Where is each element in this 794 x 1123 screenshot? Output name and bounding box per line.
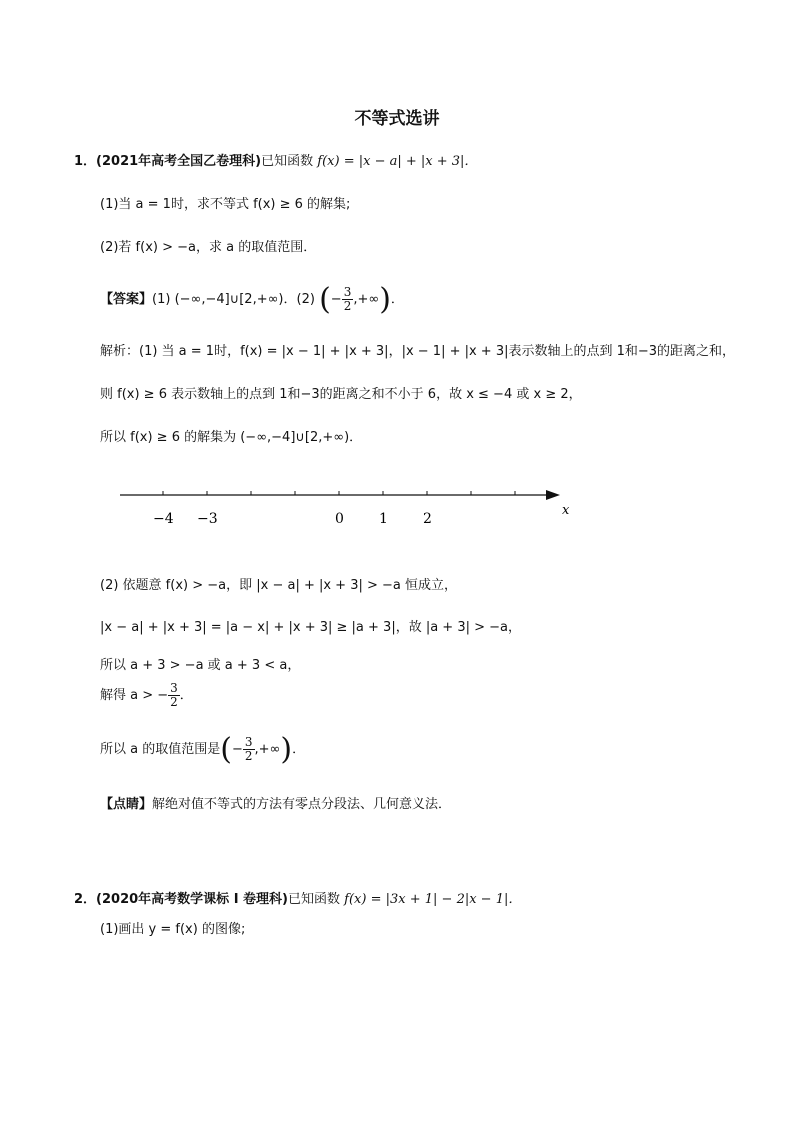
question-2-header bbox=[74, 888, 521, 907]
text: 解得 a > − bbox=[100, 688, 169, 703]
open-paren: ( bbox=[220, 732, 232, 767]
minus-sign: − bbox=[330, 292, 342, 307]
close-paren: ) bbox=[280, 732, 293, 767]
text: 所以 a 的取值范围是 bbox=[100, 742, 221, 757]
solution-2-line-2: |x − a| + |x + 3| = |a − x| + |x + 3| ≥ |a + 3|，故 |a + 3| > −a， bbox=[100, 620, 522, 635]
comment-text: 解绝对值不等式的方法有零点分段法、几何意义法． bbox=[152, 797, 452, 812]
comment-line bbox=[100, 793, 451, 812]
tick-label: 2 bbox=[423, 511, 432, 527]
question-1-part-1: (1)当 a = 1时，求不等式 f(x) ≥ 6 的解集; bbox=[100, 197, 351, 212]
solution-2-line-5 bbox=[100, 732, 305, 767]
tick-label: 0 bbox=[335, 511, 344, 527]
function-definition: f(x) = |3x + 1| − 2|x − 1|． bbox=[344, 892, 522, 907]
text: ． bbox=[179, 688, 193, 703]
page-title: 不等式选讲 bbox=[354, 109, 440, 129]
answer-line bbox=[100, 282, 404, 317]
minus-sign: − bbox=[231, 742, 243, 757]
question-number: 2． bbox=[74, 892, 97, 907]
tick-label: 1 bbox=[379, 511, 388, 527]
question-2-part-1: (1)画出 y = f(x) 的图像; bbox=[100, 922, 246, 937]
solution-2-line-1: (2) 依题意 f(x) > −a，即 |x − a| + |x + 3| > −a 恒成立， bbox=[100, 578, 458, 593]
tick-label: −3 bbox=[197, 511, 218, 527]
question-1-header bbox=[74, 150, 477, 169]
fraction bbox=[168, 682, 180, 709]
fraction-denominator: 2 bbox=[343, 299, 352, 313]
fraction-numerator: 3 bbox=[343, 285, 352, 299]
question-source: (2021年高考全国乙卷理科) bbox=[96, 154, 262, 169]
axis-variable: x bbox=[562, 503, 570, 518]
close-paren: ) bbox=[379, 282, 391, 317]
question-number: 1． bbox=[74, 154, 97, 169]
text: ． bbox=[292, 742, 306, 757]
fraction-numerator: 3 bbox=[244, 735, 253, 749]
solution-line-2: 则 f(x) ≥ 6 表示数轴上的点到 1和−3的距离之和不小于 6，故 x ≤ −4 或 x ≥ 2， bbox=[100, 387, 582, 402]
question-1-part-2: (2)若 f(x) > −a，求 a 的取值范围． bbox=[100, 240, 317, 255]
solution-line-1: 解析：(1) 当 a = 1时，f(x) = |x − 1| + |x + 3|，|x − 1| + |x + 3|表示数轴上的点到 1和−3的距离之和， bbox=[100, 344, 736, 359]
fraction bbox=[243, 736, 255, 763]
solution-2-line-4 bbox=[100, 682, 193, 709]
number-line bbox=[110, 480, 590, 530]
fraction-denominator: 2 bbox=[170, 695, 178, 709]
interval-tail: ,+∞ bbox=[353, 292, 380, 307]
answer-label: 【答案】 bbox=[100, 292, 153, 307]
function-definition: f(x) = |x − a| + |x + 3|． bbox=[317, 154, 478, 169]
fraction bbox=[342, 286, 354, 313]
solution-line-3: 所以 f(x) ≥ 6 的解集为 (−∞,−4]∪[2,+∞)． bbox=[100, 430, 363, 445]
tick-label: −4 bbox=[153, 511, 174, 527]
comment-label: 【点睛】 bbox=[100, 797, 153, 812]
answer-end: ． bbox=[390, 292, 404, 307]
axis-arrow-icon bbox=[546, 490, 560, 500]
interval-tail: ,+∞ bbox=[254, 742, 281, 757]
solution-2-line-3: 所以 a + 3 > −a 或 a + 3 < a， bbox=[100, 658, 301, 673]
question-source: (2020年高考数学课标 Ⅰ 卷理科) bbox=[96, 892, 289, 907]
fraction-denominator: 2 bbox=[244, 749, 253, 763]
open-paren: ( bbox=[319, 282, 331, 317]
answer-part-1: (1) (−∞,−4]∪[2,+∞)．(2) bbox=[152, 292, 320, 307]
question-stem: 已知函数 bbox=[261, 154, 314, 169]
fraction-numerator: 3 bbox=[170, 681, 178, 695]
question-stem: 已知函数 bbox=[288, 892, 341, 907]
